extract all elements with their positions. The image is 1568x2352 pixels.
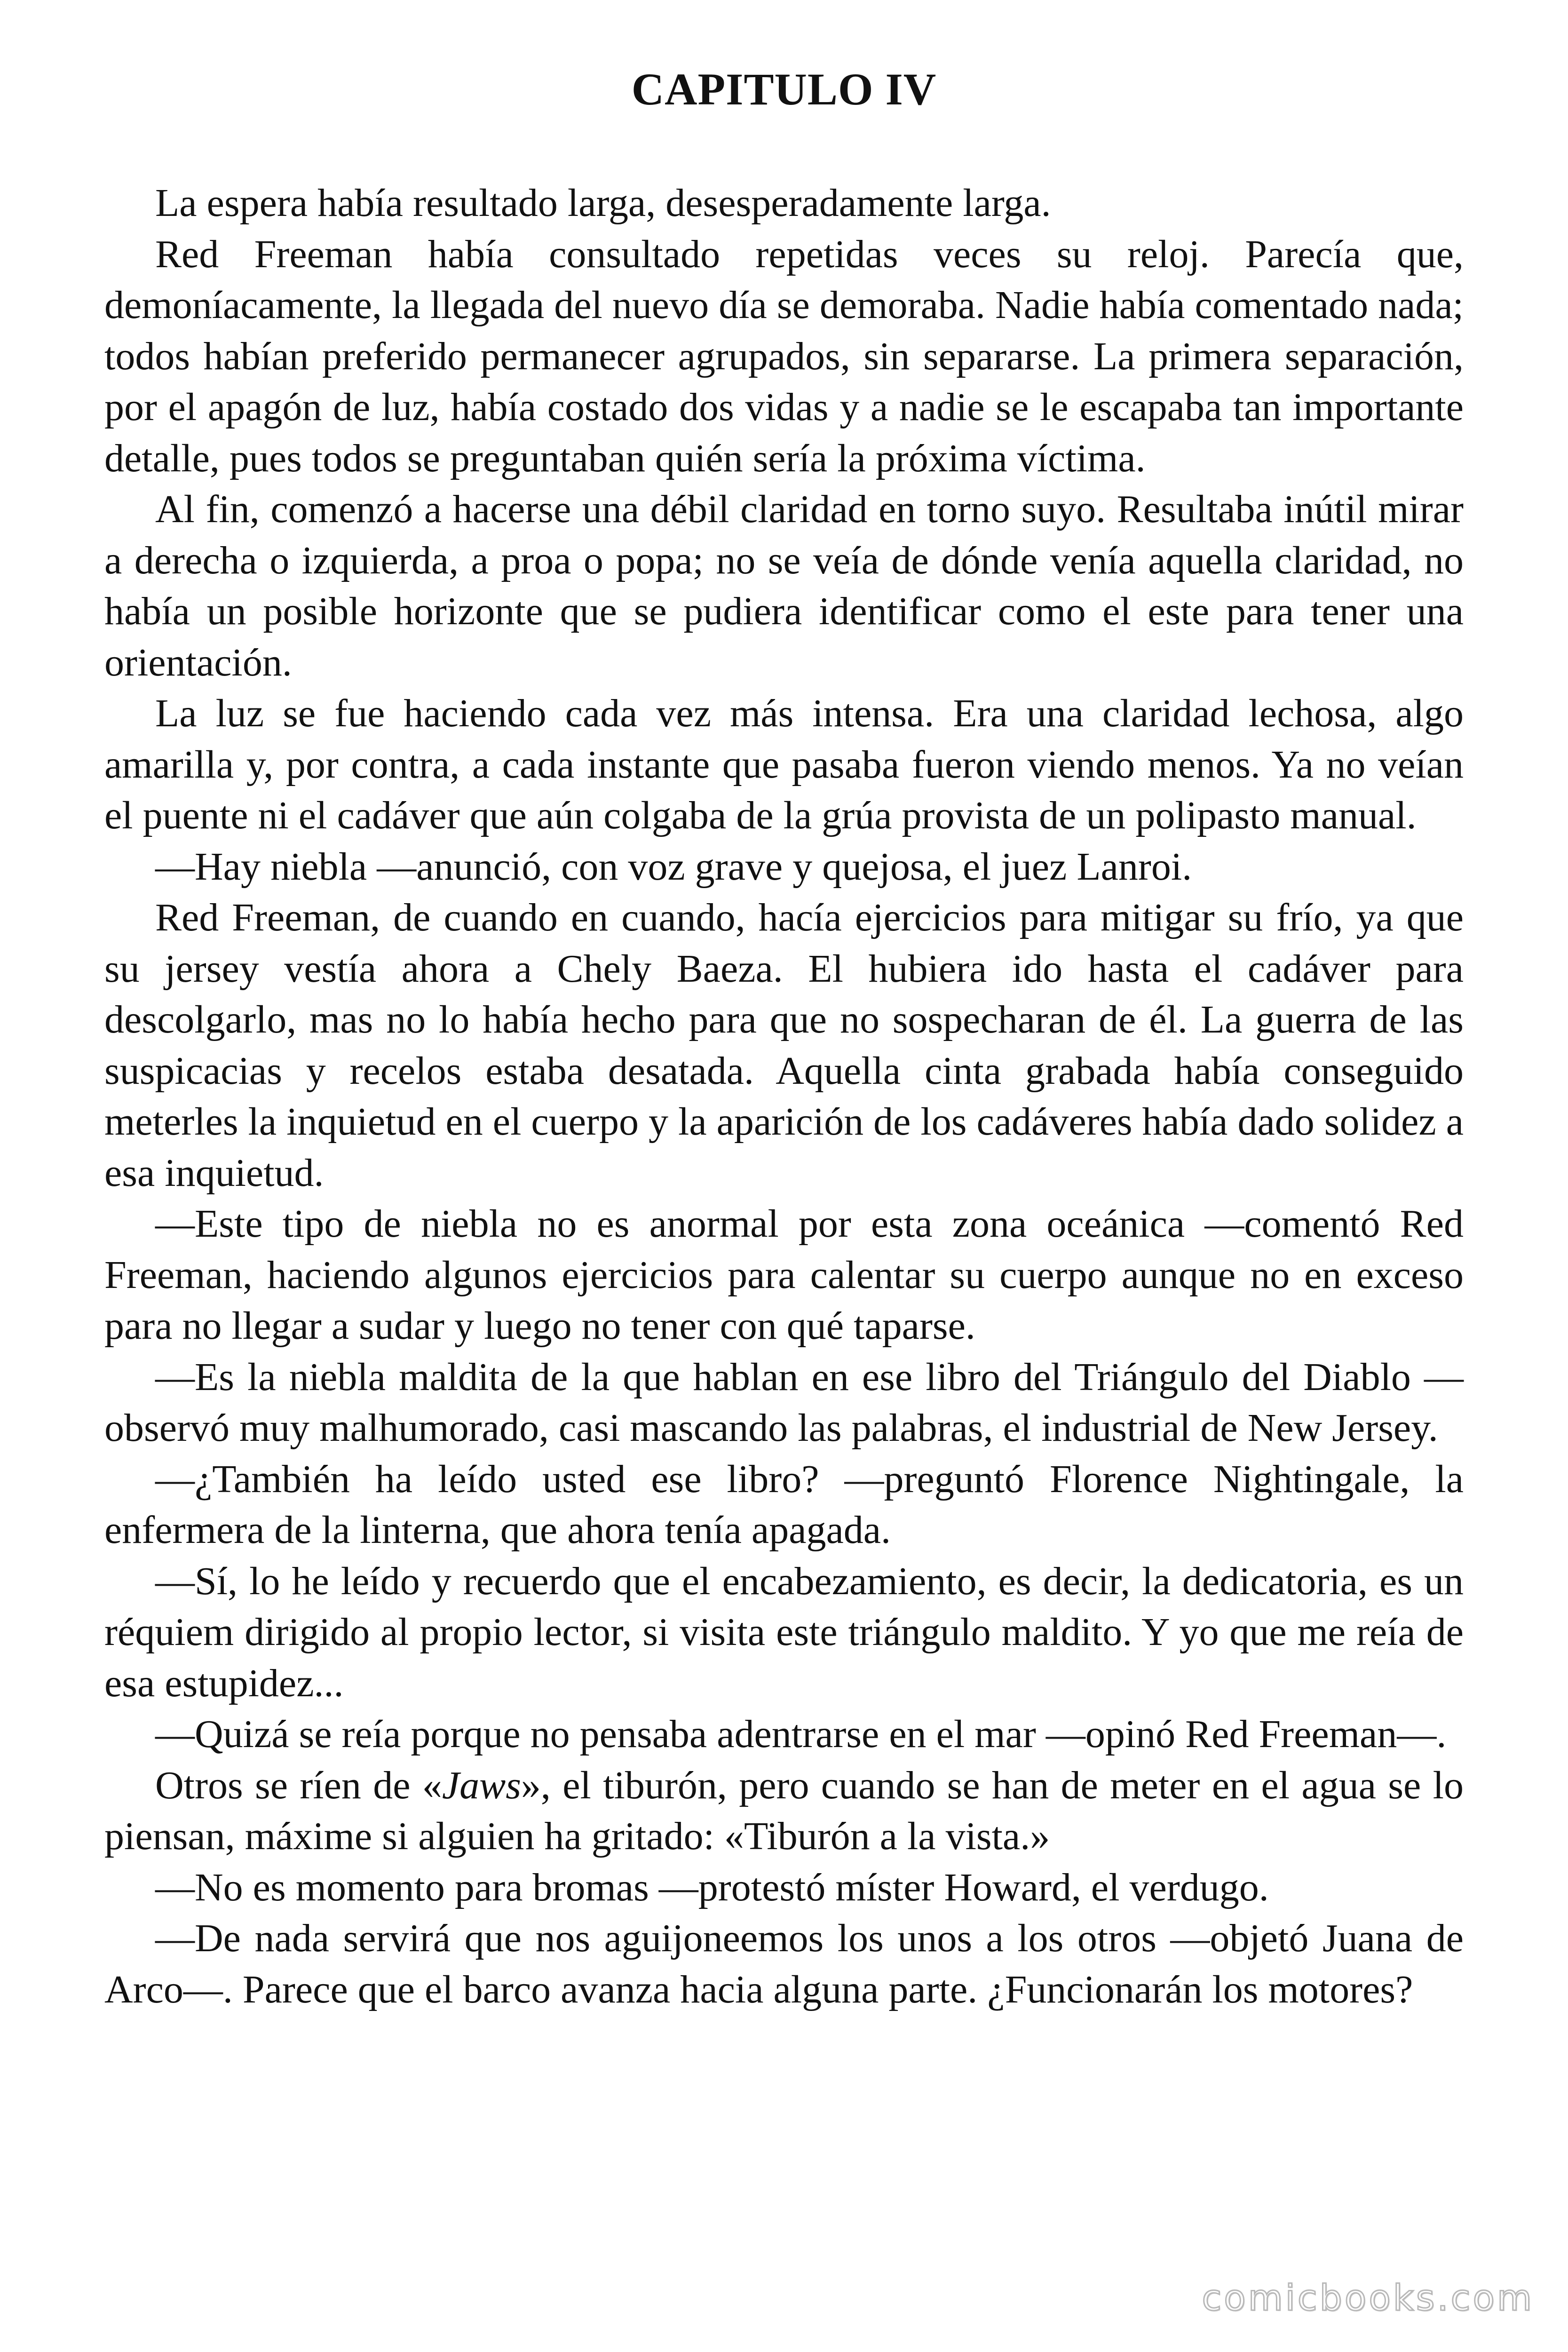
paragraph: —No es momento para bromas —protestó míster Howard, el verdugo. [155,1865,1269,1909]
paragraph: —Es la niebla maldita de la que hablan en ese libro del Triángulo del Diablo —observó muy malhumorado, casi mascando las palabras, el industrial de New Jersey. [104,1355,1464,1450]
jaws-title: Jaws [442,1763,521,1807]
chapter-title: CAPITULO IV [631,64,937,114]
watermark: comicbooks.com [1202,2277,1534,2319]
paragraph: La espera había resultado larga, desesperadamente larga. [155,181,1051,225]
paragraph: —Hay niebla —anunció, con voz grave y quejosa, el juez Lanroi. [155,844,1192,889]
paragraph: —Sí, lo he leído y recuerdo que el encabezamiento, es decir, la dedicatoria, es un réquiem dirigido al propio lector, si visita este triángulo maldito. Y yo que me reía de esa estupidez... [104,1559,1464,1705]
paragraph-jaws-before: Otros se ríen de « [155,1763,442,1807]
paragraph: —Este tipo de niebla no es anormal por esta zona oceánica —comentó Red Freeman, haciendo algunos ejercicios para calentar su cuerpo aunque no en exceso para no llegar a sudar y luego no tener con qué taparse. [104,1202,1464,1348]
paragraph: —¿También ha leído usted ese libro? —preguntó Florence Nightingale, la enfermera de la linterna, que ahora tenía apagada. [104,1457,1464,1552]
paragraph: —De nada servirá que nos aguijoneemos los unos a los otros —objetó Juana de Arco—. Parece que el barco avanza hacia alguna parte. ¿Funcionarán los motores? [104,1916,1464,2011]
paragraph-jaws-after: », el tiburón, pero cuando se han de meter en el agua se lo piensan, máxime si alguien ha gritado: «Tiburón a la vista.» [104,1763,1464,1858]
paragraph: Red Freeman había consultado repetidas veces su reloj. Parecía que, demoníacamente, la llegada del nuevo día se demoraba. Nadie había comentado nada; todos habían preferido permanecer agrupados, sin separarse. La primera separación, por el apagón de luz, había costado dos vidas y a nadie se le escapaba tan importante detalle, pues todos se preguntaban quién sería la próxima víctima. [104,232,1464,480]
paragraph-jaws [104,1760,1464,1862]
paragraph: —Quizá se reía porque no pensaba adentrarse en el mar —opinó Red Freeman—. [155,1712,1447,1756]
paragraph: La luz se fue haciendo cada vez más intensa. Era una claridad lechosa, algo amarilla y, por contra, a cada instante que pasaba fueron viendo menos. Ya no veían el puente ni el cadáver que aún colgaba de la grúa provista de un polipasto manual. [104,691,1464,837]
paragraph: Red Freeman, de cuando en cuando, hacía ejercicios para mitigar su frío, ya que su jersey vestía ahora a Chely Baeza. El hubiera ido hasta el cadáver para descolgarlo, mas no lo había hecho para que no sospecharan de él. La guerra de las suspicacias y recelos estaba desatada. Aquella cinta grabada había conseguido meterles la inquietud en el cuerpo y la aparición de los cadáveres había dado solidez a esa inquietud. [104,896,1464,1195]
chapter-body [104,178,1464,2015]
paragraph: Al fin, comenzó a hacerse una débil claridad en torno suyo. Resultaba inútil mirar a derecha o izquierda, a proa o popa; no se veía de dónde venía aquella claridad, no había un posible horizonte que se pudiera identificar como el este para tener una orientación. [104,487,1464,684]
